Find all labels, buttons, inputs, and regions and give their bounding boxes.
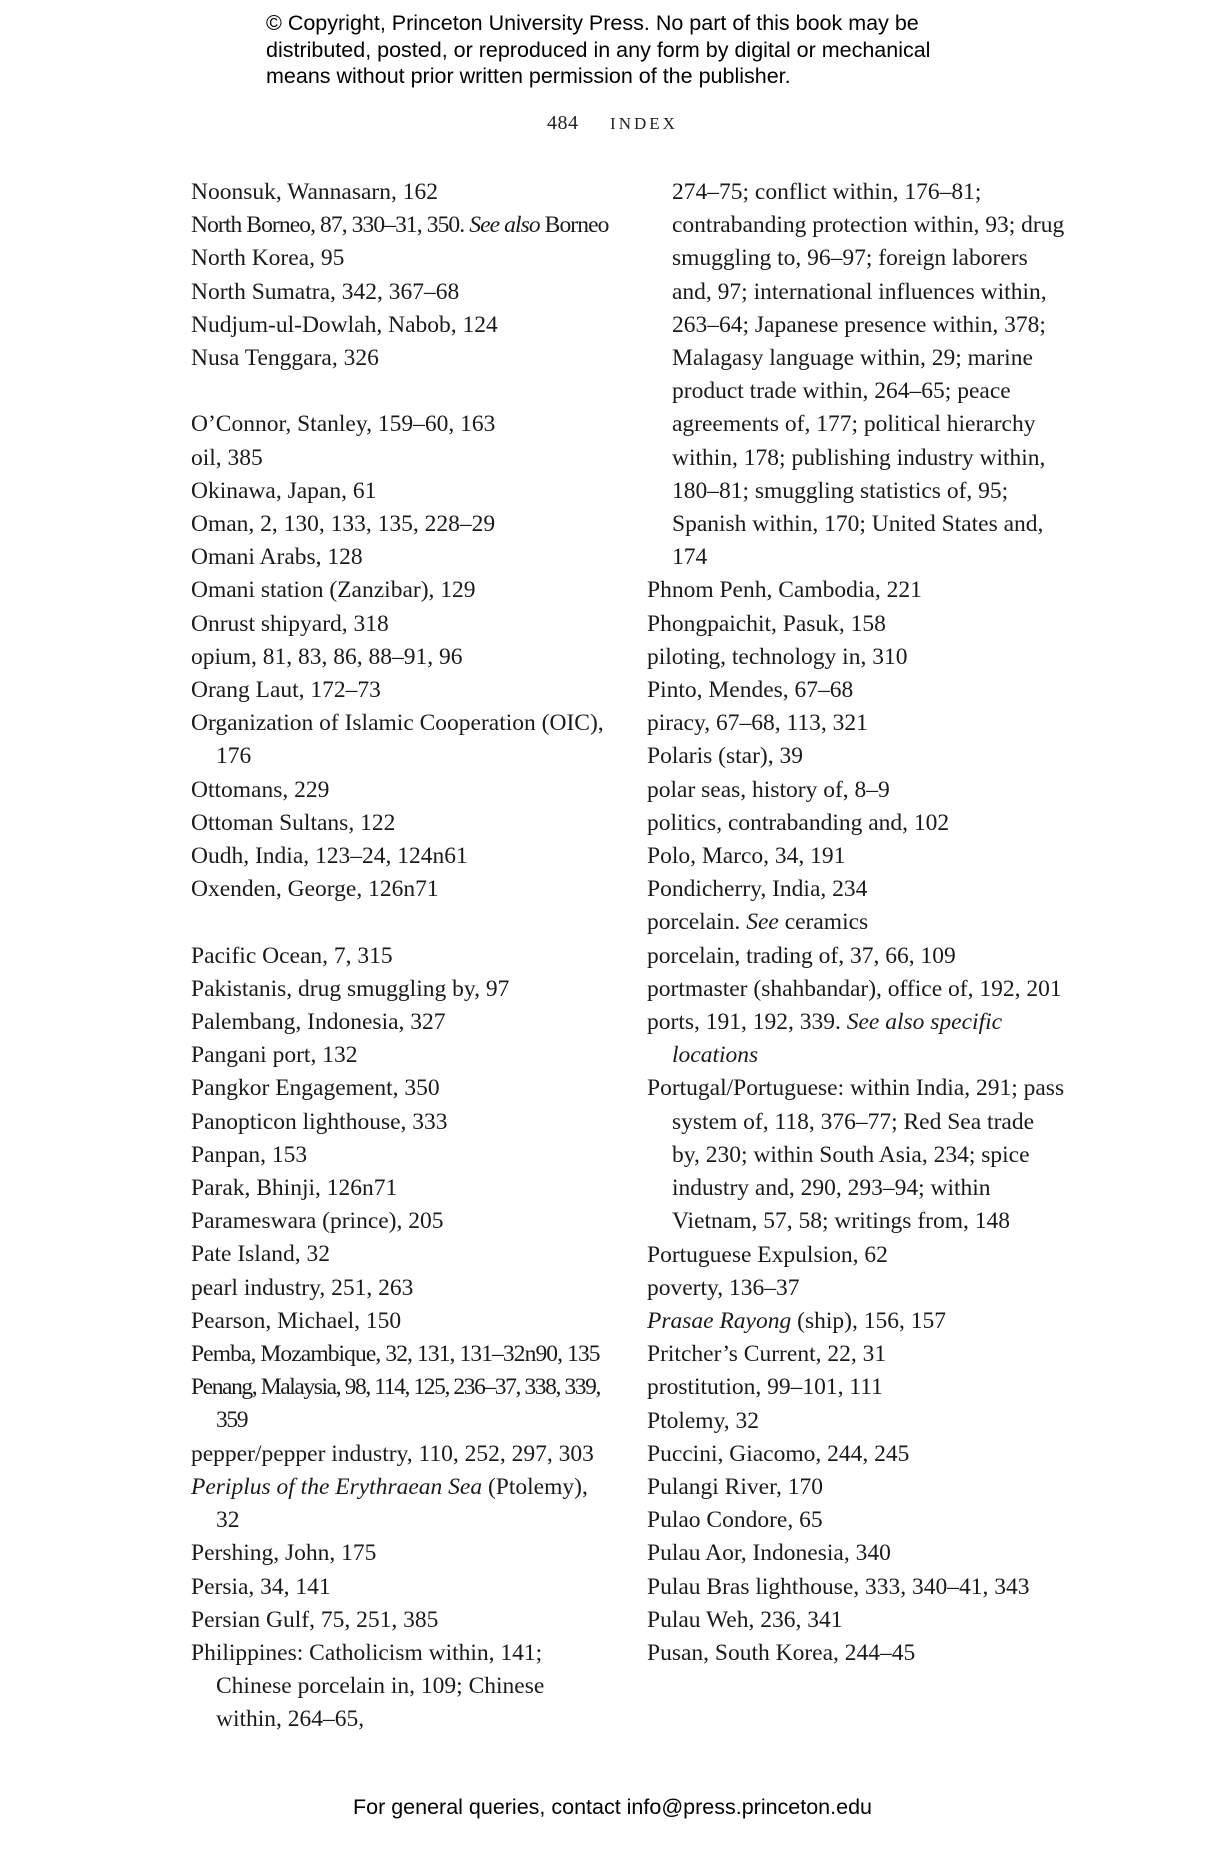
index-entry: Pulau Weh, 236, 341: [647, 1606, 843, 1633]
index-entry: Parameswara (prince), 205: [191, 1208, 444, 1235]
index-entry: Nudjum-ul-Dowlah, Nabob, 124: [191, 311, 498, 338]
copyright-line: © Copyright, Princeton University Press. No part of this book may be: [266, 11, 919, 35]
page-number: 484: [547, 112, 579, 134]
index-entry: porcelain. See ceramics: [647, 909, 869, 936]
index-entry: piracy, 67–68, 113, 321: [647, 710, 868, 737]
index-entry: Omani station (Zanzibar), 129: [191, 577, 476, 604]
running-head: [0, 112, 1225, 135]
index-column-right: [647, 176, 1067, 1670]
index-entry: Omani Arabs, 128: [191, 544, 363, 571]
footer-contact: For general queries, contact info@press.princeton.edu: [352, 1795, 872, 1819]
index-entry: Pemba, Mozambique, 32, 131, 131–32n90, 135: [191, 1341, 600, 1368]
index-entry: Oudh, India, 123–24, 124n61: [191, 843, 468, 870]
index-entry: oil, 385: [191, 444, 263, 471]
index-entry: Prasae Rayong (ship), 156, 157: [647, 1307, 946, 1334]
index-entry: North Sumatra, 342, 367–68: [191, 278, 460, 305]
copyright-line: distributed, posted, or reproduced in any form by digital or mechanical: [266, 37, 931, 62]
index-entry: Penang, Malaysia, 98, 114, 125, 236–37, 338, 339, 359: [191, 1374, 600, 1434]
index-entry: Pacific Ocean, 7, 315: [191, 942, 393, 969]
index-entry: Pangkor Engagement, 350: [191, 1075, 440, 1102]
index-entry: Pulangi River, 170: [647, 1473, 823, 1500]
index-entry: opium, 81, 83, 86, 88–91, 96: [191, 643, 463, 670]
index-entry: Ottoman Sultans, 122: [191, 809, 396, 836]
index-entry: poverty, 136–37: [647, 1274, 800, 1301]
index-entry: Parak, Bhinji, 126n71: [191, 1175, 398, 1202]
index-entry: Panpan, 153: [191, 1141, 308, 1168]
index-entry: Pondicherry, India, 234: [647, 876, 868, 903]
index-entry: Onrust shipyard, 318: [191, 610, 389, 637]
index-entry: Persian Gulf, 75, 251, 385: [191, 1606, 439, 1633]
index-entry: Nusa Tenggara, 326: [191, 345, 379, 372]
index-entry: Orang Laut, 172–73: [191, 677, 381, 704]
index-column-left: [191, 176, 611, 1737]
index-entry: Oman, 2, 130, 133, 135, 228–29: [191, 511, 496, 538]
index-entry: Noonsuk, Wannasarn, 162: [191, 179, 439, 205]
index-entry: Portuguese Expulsion, 62: [647, 1241, 888, 1268]
index-entry: prostitution, 99–101, 111: [647, 1374, 883, 1401]
section-gap: [191, 375, 611, 408]
index-entry: Phnom Penh, Cambodia, 221: [647, 577, 922, 604]
index-entry: Pershing, John, 175: [191, 1540, 377, 1567]
index-entry: Pulao Condore, 65: [647, 1507, 823, 1534]
index-entry: Pusan, South Korea, 244–45: [647, 1639, 916, 1666]
index-entry-continued: 274–75; conflict within, 176–81; contrabanding protection within, 93; drug smuggling to, 96–97; foreign laborers and, 97; international influences within, 263–64; Japanese presence within, 378; Malagasy language within, 29; marine product trade within, 264–65; peace agreements of, 177; political hierarchy within, 178; publishing industry within, 180–81; smuggling statistics of, 95; Spanish within, 170; United States and, 174: [672, 179, 1065, 571]
index-entry: Pulau Bras lighthouse, 333, 340–41, 343: [647, 1573, 1030, 1600]
index-entry: North Korea, 95: [191, 245, 345, 272]
index-entry: Ottomans, 229: [191, 776, 330, 803]
index-entry: Pate Island, 32: [191, 1241, 331, 1268]
index-entry: Panopticon lighthouse, 333: [191, 1108, 448, 1135]
index-entry: Oxenden, George, 126n71: [191, 876, 439, 903]
index-entry: Pulau Aor, Indonesia, 340: [647, 1540, 891, 1567]
copyright-notice: [266, 10, 1026, 90]
index-entry: Phongpaichit, Pasuk, 158: [647, 610, 886, 637]
index-entry: ports, 191, 192, 339. See also specific locations: [647, 1009, 1003, 1069]
index-entry: pearl industry, 251, 263: [191, 1274, 414, 1301]
section-gap: [191, 906, 611, 939]
index-entry: porcelain, trading of, 37, 66, 109: [647, 942, 956, 969]
section-title: INDEX: [610, 114, 678, 133]
index-entry: Pearson, Michael, 150: [191, 1307, 402, 1334]
index-entry: Okinawa, Japan, 61: [191, 477, 377, 504]
index-entry: Pakistanis, drug smuggling by, 97: [191, 975, 510, 1002]
index-entry: Persia, 34, 141: [191, 1573, 331, 1600]
index-entry: Organization of Islamic Cooperation (OIC), 176: [191, 710, 604, 770]
index-entry: portmaster (shahbandar), office of, 192, 201: [647, 975, 1062, 1002]
index-entry: pepper/pepper industry, 110, 252, 297, 303: [191, 1440, 594, 1467]
index-entry: piloting, technology in, 310: [647, 643, 908, 670]
index-entry: Pinto, Mendes, 67–68: [647, 677, 854, 704]
index-entry: North Borneo, 87, 330–31, 350. See also Borneo: [191, 212, 609, 239]
index-entry: O’Connor, Stanley, 159–60, 163: [191, 411, 496, 438]
index-entry: Puccini, Giacomo, 244, 245: [647, 1440, 910, 1467]
index-entry: Pangani port, 132: [191, 1042, 358, 1069]
index-entry: Palembang, Indonesia, 327: [191, 1009, 446, 1036]
copyright-line: means without prior written permission of the publisher.: [266, 64, 791, 88]
index-entry: Polo, Marco, 34, 191: [647, 843, 846, 870]
index-entry: Pritcher’s Current, 22, 31: [647, 1341, 887, 1368]
index-entry: Philippines: Catholicism within, 141; Chinese porcelain in, 109; Chinese within, 264–65,: [191, 1639, 545, 1733]
index-entry: polar seas, history of, 8–9: [647, 776, 890, 803]
index-entry: Periplus of the Erythraean Sea (Ptolemy), 32: [191, 1473, 588, 1534]
index-entry: Polaris (star), 39: [647, 743, 803, 770]
index-entry: Portugal/Portuguese: within India, 291; pass system of, 118, 376–77; Red Sea trade by, 230; within South Asia, 234; spice industry and, 290, 293–94; within Vietnam, 57, 58; writings from, 148: [647, 1075, 1065, 1235]
index-entry: politics, contrabanding and, 102: [647, 809, 950, 836]
index-entry: Ptolemy, 32: [647, 1407, 760, 1434]
